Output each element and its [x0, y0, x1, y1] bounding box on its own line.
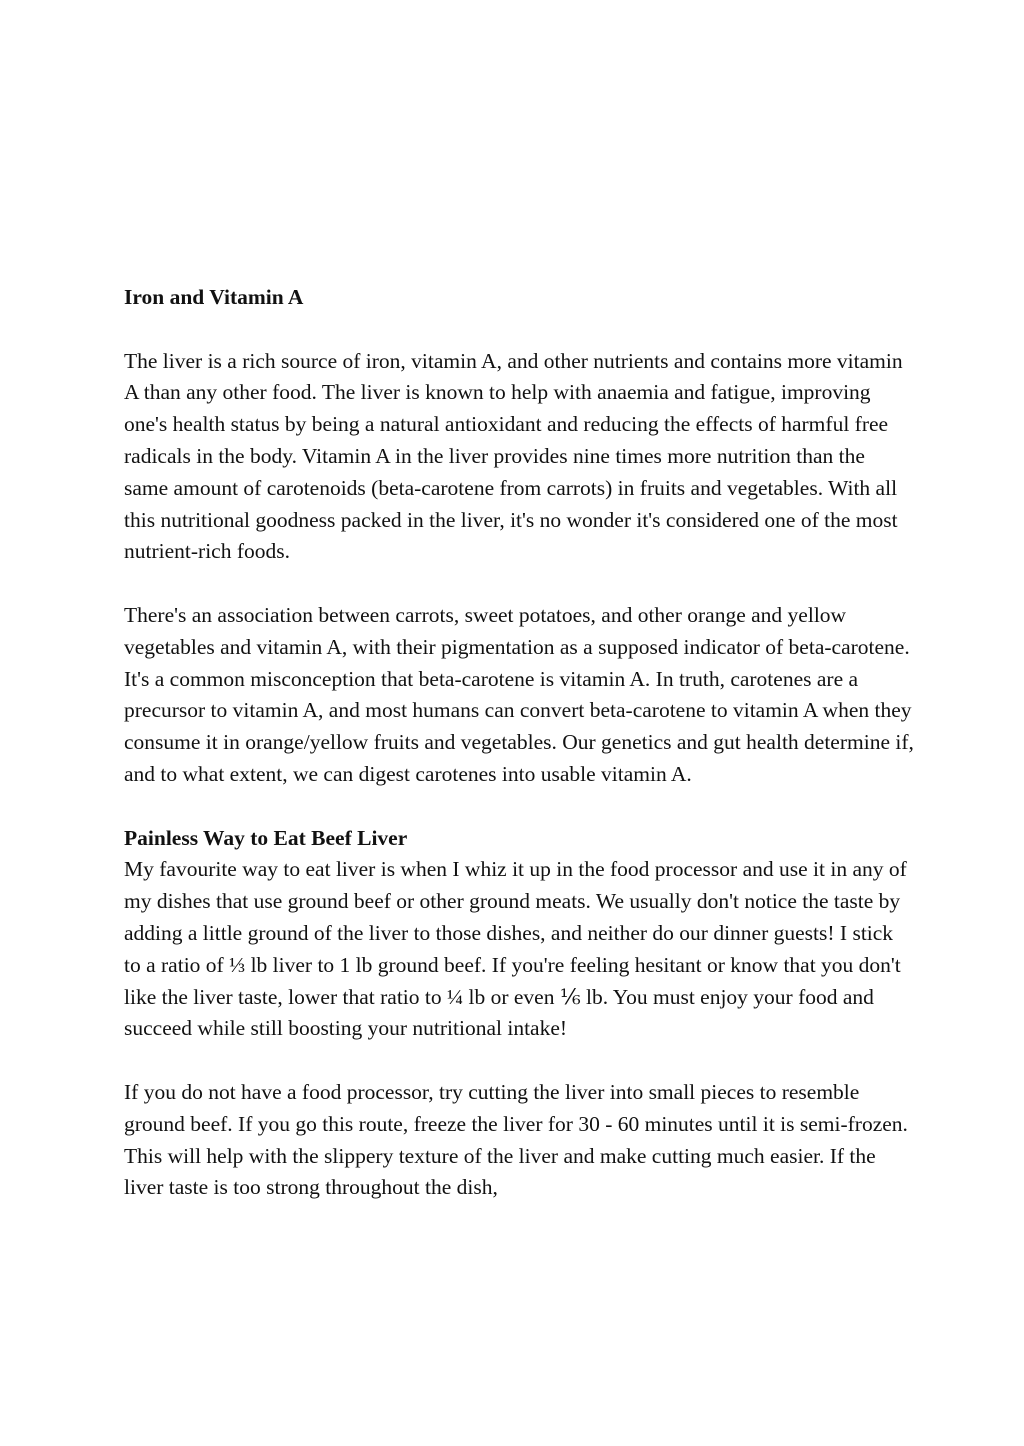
- spacer: [124, 314, 914, 346]
- document-page: [124, 282, 914, 1204]
- paragraph-beta-carotene: There's an association between carrots, sweet potatoes, and other orange and yellow vegetables and vitamin A, with their pigmentation as a supposed indicator of beta-carotene. It's a common misconception that beta-carotene is vitamin A. In truth, carotenes are a precursor to vitamin A, and most humans can convert beta-carotene to vitamin A when they consume it in orange/yellow fruits and vegetables. Our genetics and gut health determine if, and to what extent, we can digest carotenes into usable vitamin A.: [124, 602, 914, 786]
- spacer: [124, 568, 914, 600]
- paragraph-liver-nutrients: The liver is a rich source of iron, vitamin A, and other nutrients and contains more vitamin A than any other food. The liver is known to help with anaemia and fatigue, improving one's health status by being a natural antioxidant and reducing the effects of harmful free radicals in the body. Vitamin A in the liver provides nine times more nutrition than the same amount of carotenoids (beta-carotene from carrots) in fruits and vegetables. With all this nutritional goodness packed in the liver, it's no wonder it's considered one of the most nutrient-rich foods.: [124, 348, 903, 564]
- section-heading-iron-vitamin-a: Iron and Vitamin A: [124, 285, 304, 309]
- spacer: [124, 1045, 914, 1077]
- paragraph-cutting-liver: If you do not have a food processor, try cutting the liver into small pieces to resemble ground beef. If you go this route, freeze the liver for 30 - 60 minutes until it is semi-frozen. This will help with the slippery texture of the liver and make cutting much easier. If the liver taste is too strong throughout the dish,: [124, 1079, 908, 1200]
- spacer: [124, 791, 914, 823]
- paragraph-food-processor: My favourite way to eat liver is when I whiz it up in the food processor and use it in any of my dishes that use ground beef or other ground meats. We usually don't notice the taste by adding a little ground of the liver to those dishes, and neither do our dinner guests! I stick to a ratio of ⅓ lb liver to 1 lb ground beef. If you're feeling hesitant or know that you don't like the liver taste, lower that ratio to ¼ lb or even ⅙ lb. You must enjoy your food and succeed while still boosting your nutritional intake!: [124, 857, 907, 1041]
- section-heading-painless-way: Painless Way to Eat Beef Liver: [124, 825, 408, 850]
